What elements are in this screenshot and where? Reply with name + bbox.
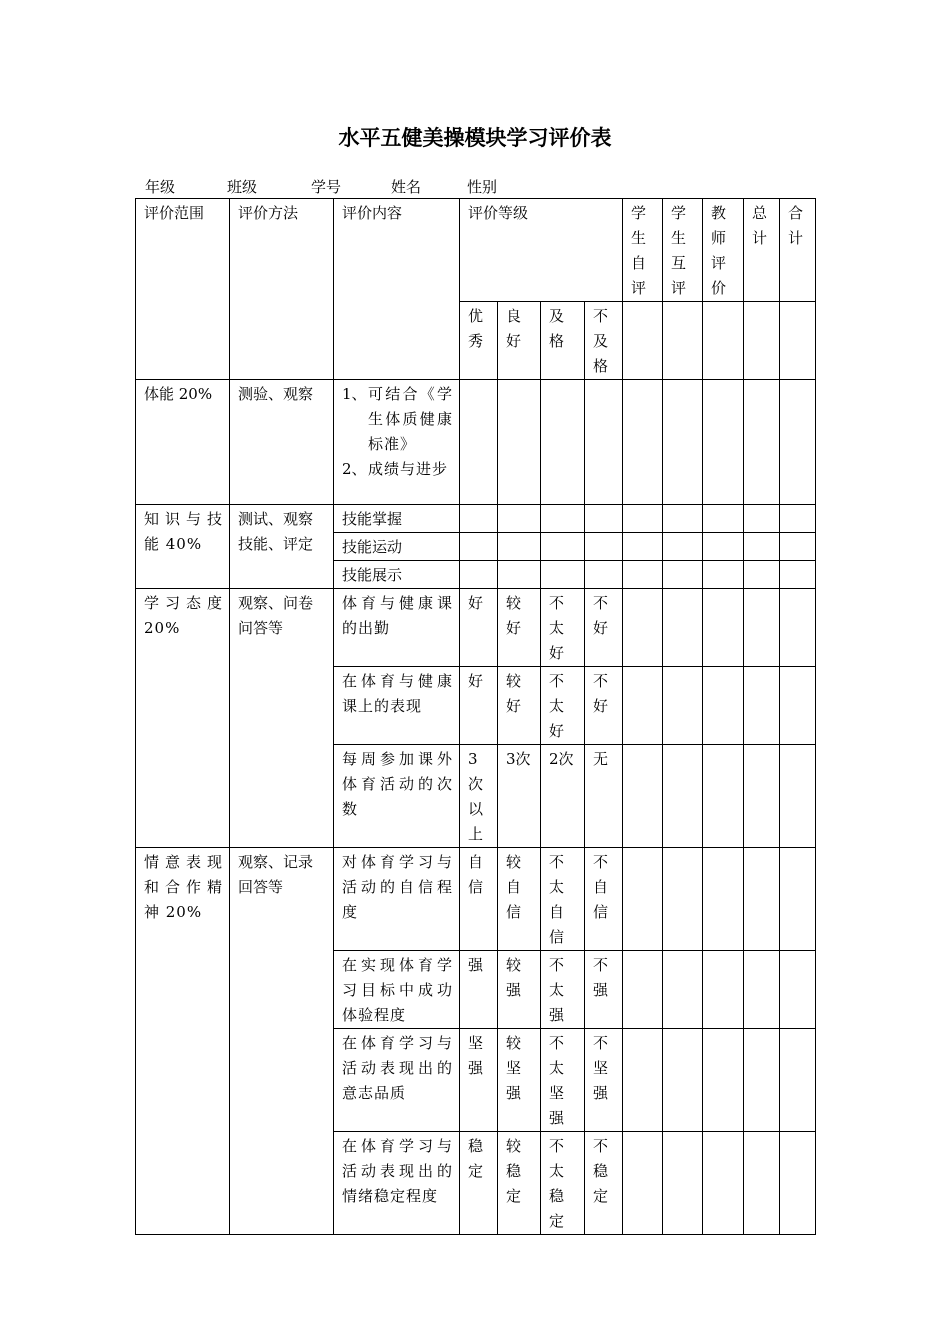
score-cell[interactable]: [703, 380, 744, 505]
level-cell: 不太坚强: [541, 1029, 585, 1132]
content-cell: 在体育学习与活动表现出的意志品质: [334, 1029, 460, 1132]
level-pass: 及格: [541, 302, 585, 380]
score-cell[interactable]: [623, 1029, 663, 1132]
method-knowledge: 测试、观察技能、评定: [230, 505, 334, 589]
grade-label: 年级: [145, 178, 176, 196]
score-cell[interactable]: [703, 848, 744, 951]
score-cell[interactable]: [780, 1029, 816, 1132]
method-emotion: 观察、记录回答等: [230, 848, 334, 1235]
level-cell: 较坚强: [498, 1029, 541, 1132]
header-peer: 学生互评: [663, 199, 703, 302]
score-cell[interactable]: [623, 589, 663, 667]
header-sum: 合计: [780, 199, 816, 302]
score-cell[interactable]: [663, 951, 703, 1029]
level-cell: 强: [460, 951, 498, 1029]
score-cell[interactable]: [780, 561, 816, 589]
score-cell[interactable]: [744, 505, 780, 533]
name-label: 姓名: [391, 178, 422, 196]
page-title: 水平五健美操模块学习评价表: [338, 125, 612, 150]
header-scope: 评价范围: [136, 199, 230, 380]
score-cell[interactable]: [703, 302, 744, 380]
student-no-label: 学号: [311, 178, 342, 196]
score-cell[interactable]: [703, 951, 744, 1029]
score-cell[interactable]: [703, 533, 744, 561]
score-cell[interactable]: [780, 533, 816, 561]
content-fitness: [334, 380, 460, 505]
score-cell[interactable]: [780, 745, 816, 848]
level-cell: 不稳定: [585, 1132, 623, 1235]
gender-label: 性别: [467, 178, 498, 196]
score-cell[interactable]: [623, 745, 663, 848]
score-cell[interactable]: [744, 951, 780, 1029]
score-cell[interactable]: [703, 745, 744, 848]
level-cell: 3次: [498, 745, 541, 848]
level-cell: 好: [460, 589, 498, 667]
score-cell[interactable]: [780, 848, 816, 951]
score-cell[interactable]: [780, 667, 816, 745]
content-cell: 在体育与健康课上的表现: [334, 667, 460, 745]
header-content: 评价内容: [334, 199, 460, 380]
level-excellent: 优秀: [460, 302, 498, 380]
content-cell: 技能展示: [334, 561, 460, 589]
score-cell[interactable]: [623, 667, 663, 745]
score-cell[interactable]: [780, 1132, 816, 1235]
score-cell[interactable]: [663, 1029, 703, 1132]
header-total: 总计: [744, 199, 780, 302]
score-cell[interactable]: [744, 302, 780, 380]
content-cell: 每周参加课外体育活动的次数: [334, 745, 460, 848]
level-cell: 稳定: [460, 1132, 498, 1235]
method-attitude: 观察、问卷问答等: [230, 589, 334, 848]
header-teacher: 教师评价: [703, 199, 744, 302]
score-cell[interactable]: [780, 380, 816, 505]
score-cell[interactable]: [703, 1029, 744, 1132]
score-cell[interactable]: [663, 380, 703, 505]
score-cell[interactable]: [744, 1132, 780, 1235]
level-cell: 较强: [498, 951, 541, 1029]
score-cell[interactable]: [744, 745, 780, 848]
score-cell[interactable]: [663, 667, 703, 745]
content-cell: 对体育学习与活动的自信程度: [334, 848, 460, 951]
level-cell: 不太自信: [541, 848, 585, 951]
score-cell[interactable]: [623, 848, 663, 951]
level-cell: 3次以上: [460, 745, 498, 848]
header-level: 评价等级: [460, 199, 623, 302]
score-cell[interactable]: [663, 589, 703, 667]
level-cell: 不自信: [585, 848, 623, 951]
content-cell: 体育与健康课的出勤: [334, 589, 460, 667]
level-cell: 无: [585, 745, 623, 848]
level-cell: 2次: [541, 745, 585, 848]
score-cell[interactable]: [780, 302, 816, 380]
score-cell[interactable]: [663, 533, 703, 561]
score-cell[interactable]: [703, 1132, 744, 1235]
level-cell: 自信: [460, 848, 498, 951]
score-cell[interactable]: [623, 380, 663, 505]
score-cell[interactable]: [744, 380, 780, 505]
score-cell[interactable]: [703, 667, 744, 745]
score-cell[interactable]: [703, 589, 744, 667]
level-cell: 不强: [585, 951, 623, 1029]
level-fail: 不及格: [585, 302, 623, 380]
level-cell: 较自信: [498, 848, 541, 951]
level-cell: 不太稳定: [541, 1132, 585, 1235]
level-cell: 较好: [498, 589, 541, 667]
score-cell[interactable]: [663, 1132, 703, 1235]
level-cell: 坚强: [460, 1029, 498, 1132]
level-cell: 较好: [498, 667, 541, 745]
content-cell: 在实现体育学习目标中成功体验程度: [334, 951, 460, 1029]
content-cell: 在体育学习与活动表现出的情绪稳定程度: [334, 1132, 460, 1235]
level-cell: 好: [460, 667, 498, 745]
score-cell[interactable]: [623, 302, 663, 380]
score-cell[interactable]: [744, 848, 780, 951]
level-cell: 不好: [585, 589, 623, 667]
score-cell[interactable]: [663, 302, 703, 380]
score-cell[interactable]: [663, 745, 703, 848]
score-cell[interactable]: [623, 533, 663, 561]
score-cell[interactable]: [780, 951, 816, 1029]
score-cell[interactable]: [623, 951, 663, 1029]
content-cell: 技能掌握: [334, 505, 460, 533]
level-cell: 不太好: [541, 589, 585, 667]
header-method: 评价方法: [230, 199, 334, 380]
scope-fitness: 体能 20%: [136, 380, 230, 505]
score-cell[interactable]: [744, 1029, 780, 1132]
score-cell[interactable]: [744, 667, 780, 745]
level-cell: 不太强: [541, 951, 585, 1029]
score-cell[interactable]: [623, 561, 663, 589]
scope-attitude: 学习态度 20%: [136, 589, 230, 848]
score-cell[interactable]: [623, 505, 663, 533]
evaluation-table: [135, 198, 816, 1235]
score-cell[interactable]: [663, 561, 703, 589]
header-self: 学生自评: [623, 199, 663, 302]
score-cell[interactable]: [744, 561, 780, 589]
level-cell: 不太好: [541, 667, 585, 745]
level-cell: 不好: [585, 667, 623, 745]
scope-knowledge: 知识与技能 40%: [136, 505, 230, 589]
score-cell[interactable]: [744, 589, 780, 667]
score-cell[interactable]: [780, 505, 816, 533]
score-cell[interactable]: [663, 505, 703, 533]
score-cell[interactable]: [663, 848, 703, 951]
level-cell: 不坚强: [585, 1029, 623, 1132]
level-cell: 较稳定: [498, 1132, 541, 1235]
score-cell[interactable]: [623, 1132, 663, 1235]
score-cell[interactable]: [703, 505, 744, 533]
score-cell[interactable]: [780, 589, 816, 667]
content-item: 1、 可结合《学生体质健康标准》: [342, 385, 453, 453]
score-cell[interactable]: [703, 561, 744, 589]
content-cell: 技能运动: [334, 533, 460, 561]
method-fitness: 测验、观察: [230, 380, 334, 505]
level-good: 良好: [498, 302, 541, 380]
class-label: 班级: [227, 178, 258, 196]
content-item: 2、 成绩与进步: [342, 460, 449, 478]
scope-emotion: 情意表现和合作精神 20%: [136, 848, 230, 1235]
score-cell[interactable]: [744, 533, 780, 561]
